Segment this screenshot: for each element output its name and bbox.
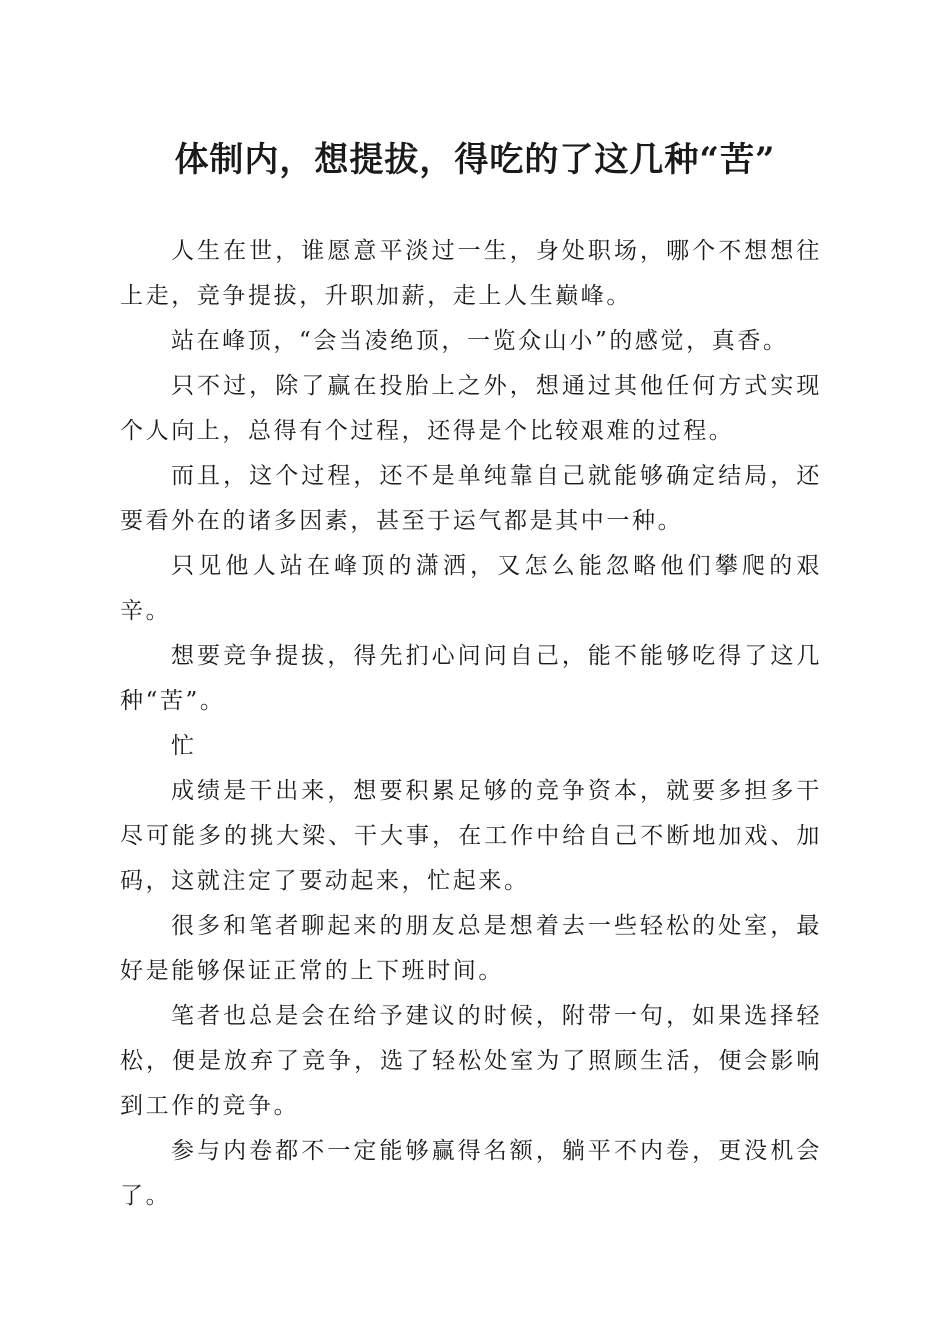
paragraph: 成绩是干出来，想要积累足够的竞争资本，就要多担多干尽可能多的挑大梁、干大事，在工作中给自己不断地加戏、加码，这就注定了要动起来，忙起来。 bbox=[120, 778, 822, 894]
paragraph: 只不过，除了赢在投胎上之外，想通过其他任何方式实现个人向上，总得有个过程，还得是个比较艰难的过程。 bbox=[120, 373, 822, 444]
paragraph: 只见他人站在峰顶的潇洒，又怎么能忽略他们攀爬的艰辛。 bbox=[120, 553, 822, 624]
document-title: 体制内，想提拔，得吃的了这几种“苦” bbox=[174, 140, 776, 180]
paragraph: 很多和笔者聊起来的朋友总是想着去一些轻松的处室，最好是能够保证正常的上下班时间。 bbox=[120, 913, 822, 984]
paragraph: 站在峰顶，“会当凌绝顶，一览众山小”的感觉，真香。 bbox=[171, 328, 789, 354]
paragraph: 人生在世，谁愿意平淡过一生，身处职场，哪个不想想往上走，竞争提拔，升职加薪，走上人生巅峰。 bbox=[120, 238, 822, 309]
section-heading: 忙 bbox=[171, 733, 197, 759]
paragraph: 而且，这个过程，还不是单纯靠自己就能够确定结局，还要看外在的诸多因素，甚至于运气都是其中一种。 bbox=[120, 463, 822, 534]
document-body bbox=[120, 229, 822, 1219]
paragraph: 笔者也总是会在给予建议的时候，附带一句，如果选择轻松，便是放弃了竞争，选了轻松处室为了照顾生活，便会影响到工作的竞争。 bbox=[120, 1003, 822, 1119]
paragraph: 想要竞争提拔，得先扪心问问自己，能不能够吃得了这几种“苦”。 bbox=[120, 643, 822, 714]
paragraph: 参与内卷都不一定能够赢得名额，躺平不内卷，更没机会了。 bbox=[120, 1138, 822, 1209]
